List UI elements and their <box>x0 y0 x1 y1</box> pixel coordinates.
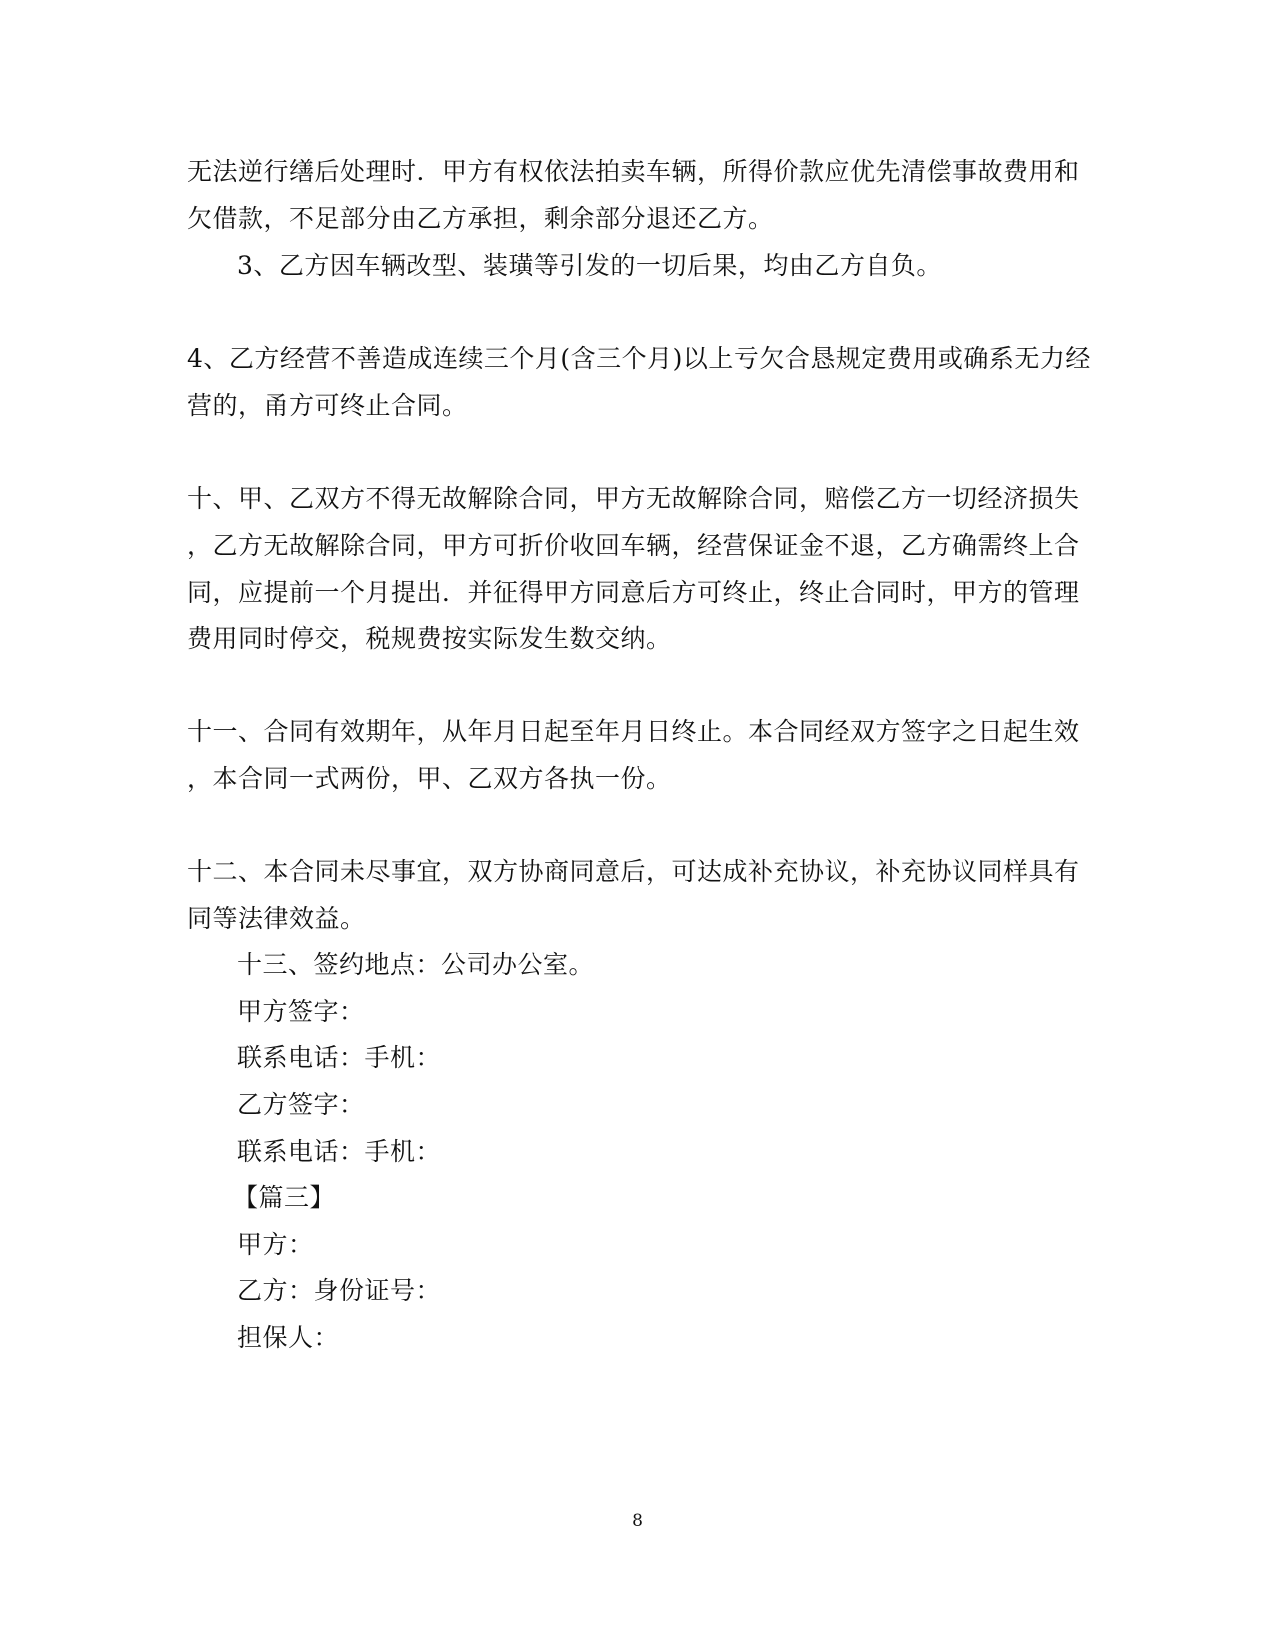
text-line: 担保人： <box>237 1323 340 1352</box>
text-line: 费用同时停交，税规费按实际发生数交纳。 <box>187 624 672 653</box>
text-line: 十、甲、乙双方不得无故解除合同，甲方无故解除合同，赔偿乙方一切经济损失 <box>187 484 1080 513</box>
section-heading: 【篇三】 <box>233 1183 336 1212</box>
text-line: 甲方： <box>237 1230 314 1259</box>
text-line: 3、乙方因车辆改型、装璜等引发的一切后果，均由乙方自负。 <box>237 251 942 280</box>
text-line: 十二、本合同未尽事宜，双方协商同意后，可达成补充协议，补充协议同样具有 <box>187 857 1080 886</box>
text-line: 十三、签约地点：公司办公室。 <box>237 950 595 979</box>
text-line: 同，应提前一个月提出．并征得甲方同意后方可终止，终止合同时，甲方的管理 <box>187 578 1080 607</box>
text-line: 欠借款，不足部分由乙方承担，剩余部分退还乙方。 <box>187 204 774 233</box>
text-line: ，本合同一式两份，甲、乙双方各执一份。 <box>187 764 672 793</box>
text-line: 4、乙方经营不善造成连续三个月(含三个月)以上亏欠合恳规定费用或确系无力经 <box>187 344 1091 373</box>
text-line: ，乙方无故解除合同，甲方可折价收回车辆，经营保证金不退，乙方确需终上合 <box>187 531 1080 560</box>
text-line: 无法逆行缮后处理时．甲方有权依法拍卖车辆，所得价款应优先清偿事故费用和 <box>187 157 1080 186</box>
text-line: 联系电话：手机： <box>237 1137 442 1166</box>
text-line: 营的，甬方可终止合同。 <box>187 391 468 420</box>
text-line: 十一、合同有效期年，从年月日起至年月日终止。本合同经双方签字之日起生效 <box>187 717 1080 746</box>
text-line: 乙方签字： <box>237 1090 365 1119</box>
text-line: 同等法律效益。 <box>187 904 366 933</box>
text-line: 甲方签字： <box>237 997 365 1026</box>
text-line: 乙方：身份证号： <box>237 1276 442 1305</box>
page-number: 8 <box>632 1511 643 1531</box>
text-line: 联系电话：手机： <box>237 1043 442 1072</box>
